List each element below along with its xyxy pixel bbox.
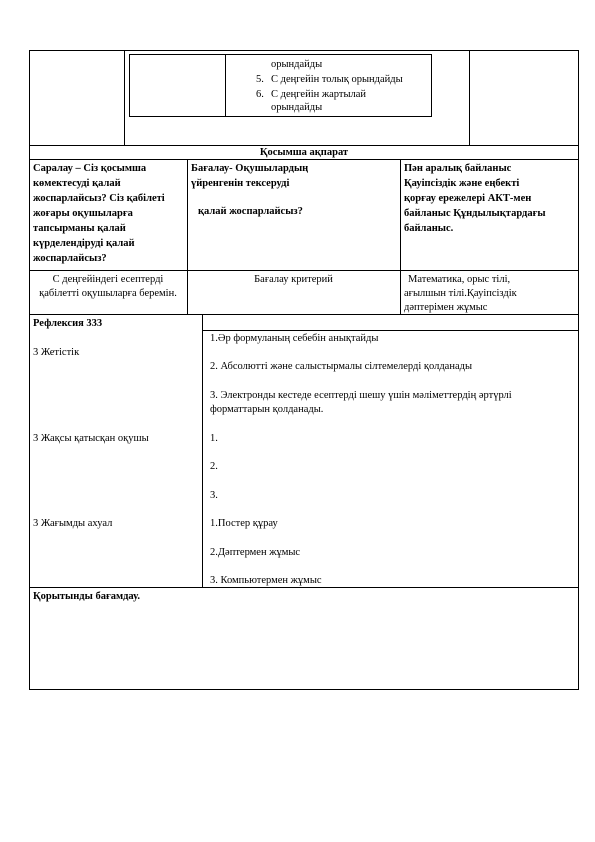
reflection-right-item: 2.Дәптермен жұмыс [210,547,301,558]
list-item-5-text: С деңгейін толық орындайды [271,74,403,85]
cross-curricular-value-line: ағылшын тілі.Қауіпсіздік [404,288,517,299]
assessment-header-line: қалай жоспарлайсыз? [198,206,303,217]
differentiation-header-line: Саралау – Сіз қосымша [33,163,147,174]
reflection-right-item: 3. [210,490,218,501]
assessment-header-line: үйренгенін тексеруді [191,178,290,189]
cross-curricular-value-line: Математика, орыс тілі, [408,274,511,285]
differentiation-header-line: көмектесуді қалай [33,178,121,189]
differentiation-header-line: тапсырманы қалай [33,223,126,234]
reflection-right-item: 3. Электронды кестеде есептерді шешу үшін мәліметтердің әртүрлі [210,390,512,401]
list-item-6-text-line1: С деңгейін жартылай [271,89,367,100]
assessment-value: Бағалау критерий [254,274,333,285]
cross-curricular-header-line: Қауіпсіздік және еңбекті [404,178,520,189]
cross-curricular-header-line: Пән аралық байланыс [404,163,512,174]
differentiation-header-line: жоғары оқушыларға [33,208,133,219]
reflection-left-item: 3 Жақсы қатысқан оқушы [33,433,149,444]
reflection-right-item: 1.Әр формуланың себебін анықтайды [210,333,379,344]
differentiation-value-line: С деңгейіндегі есептерді [52,274,164,285]
reflection-right-item: 1.Постер құрау [210,518,278,529]
conclusion-title: Қорытынды бағамдау. [33,591,140,602]
differentiation-header-line: жоспарлайсыз? [33,253,107,264]
differentiation-header-line: жоспарлайсыз? Сіз қабілеті [33,193,165,204]
cross-curricular-header-line: қорғау ережелері АКТ-мен [404,193,532,204]
additional-info-title: Қосымша ақпарат [259,147,349,158]
assessment-header-line: Бағалау- Оқушылардың [191,163,309,174]
reflection-right-item: 2. Абсолютті және салыстырмалы сілтемелерді қолданады [210,361,473,372]
reflection-right-item: форматтарын қолданады. [210,404,324,415]
reflection-left-item: 3 Жетістік [33,347,80,358]
list-item-5-number: 5. [256,74,264,85]
cross-curricular-value-line: дәптерімен жұмыс [404,302,488,313]
differentiation-value-line: қабілетті оқушыларға беремін. [39,288,177,299]
differentiation-header-line: күрделендіруді қалай [33,238,135,249]
reflection-right-item: 1. [210,433,218,444]
list-item-4-tail: орындайды [271,59,323,70]
list-item-6-text-line2: орындайды [271,102,323,113]
reflection-left-item: 3 Жағымды ахуал [33,518,113,529]
reflection-right-item: 2. [210,461,218,472]
cross-curricular-header-line: байланыс. [404,223,454,234]
list-item-6-number: 6. [256,89,264,100]
reflection-right-item: 3. Компьютермен жұмыс [210,575,322,586]
reflection-title: Рефлексия 333 [33,318,103,329]
cross-curricular-header-line: байланыс Құндылықтардағы [404,208,546,219]
